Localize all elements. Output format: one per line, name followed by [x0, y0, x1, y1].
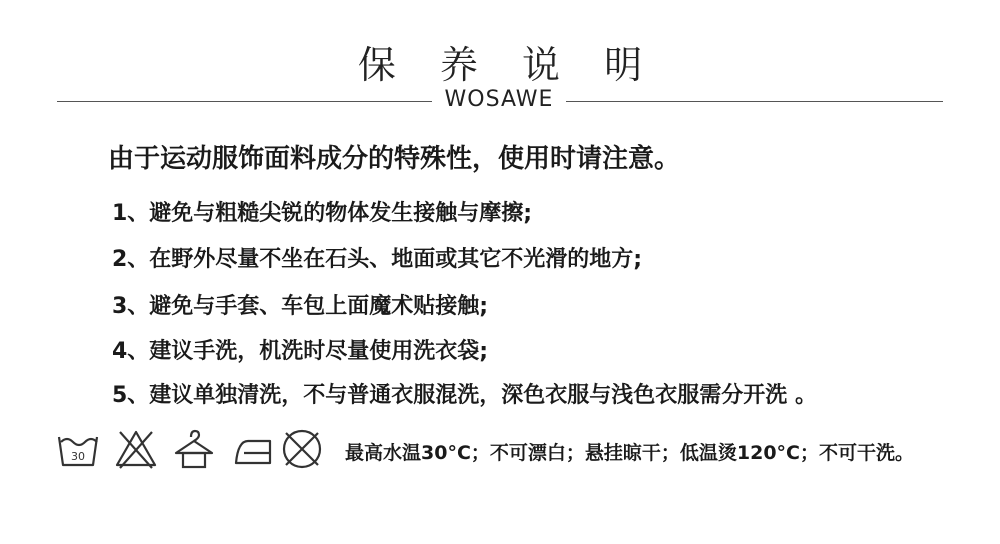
- hang-dry-icon: [172, 427, 216, 471]
- care-instructions-text: 最高水温30°C；不可漂白；悬挂晾干；低温烫120°C；不可干洗。: [345, 442, 914, 464]
- care-item-1: 1、避免与粗糙尖锐的物体发生接触与摩擦;: [112, 201, 533, 226]
- care-item-3: 3、避免与手套、车包上面魔术贴接触;: [112, 294, 489, 319]
- brand-name: WOSAWE: [444, 87, 554, 112]
- low-iron-icon: [230, 427, 274, 471]
- divider-left: [57, 101, 432, 102]
- divider-right: [566, 101, 943, 102]
- no-dry-clean-icon: [280, 427, 324, 471]
- no-bleach-icon: [114, 427, 158, 471]
- page-title: 保 养 说 明: [357, 43, 659, 87]
- care-item-4: 4、建议手洗，机洗时尽量使用洗衣袋;: [112, 339, 489, 364]
- wash-30-icon: [56, 427, 100, 471]
- care-item-2: 2、在野外尽量不坐在石头、地面或其它不光滑的地方;: [112, 247, 643, 272]
- care-item-5: 5、建议单独清洗，不与普通衣服混洗，深色衣服与浅色衣服需分开洗 。: [112, 383, 817, 408]
- intro-text: 由于运动服饰面料成分的特殊性，使用时请注意。: [108, 144, 681, 174]
- wash-temp-label: 30: [71, 450, 85, 463]
